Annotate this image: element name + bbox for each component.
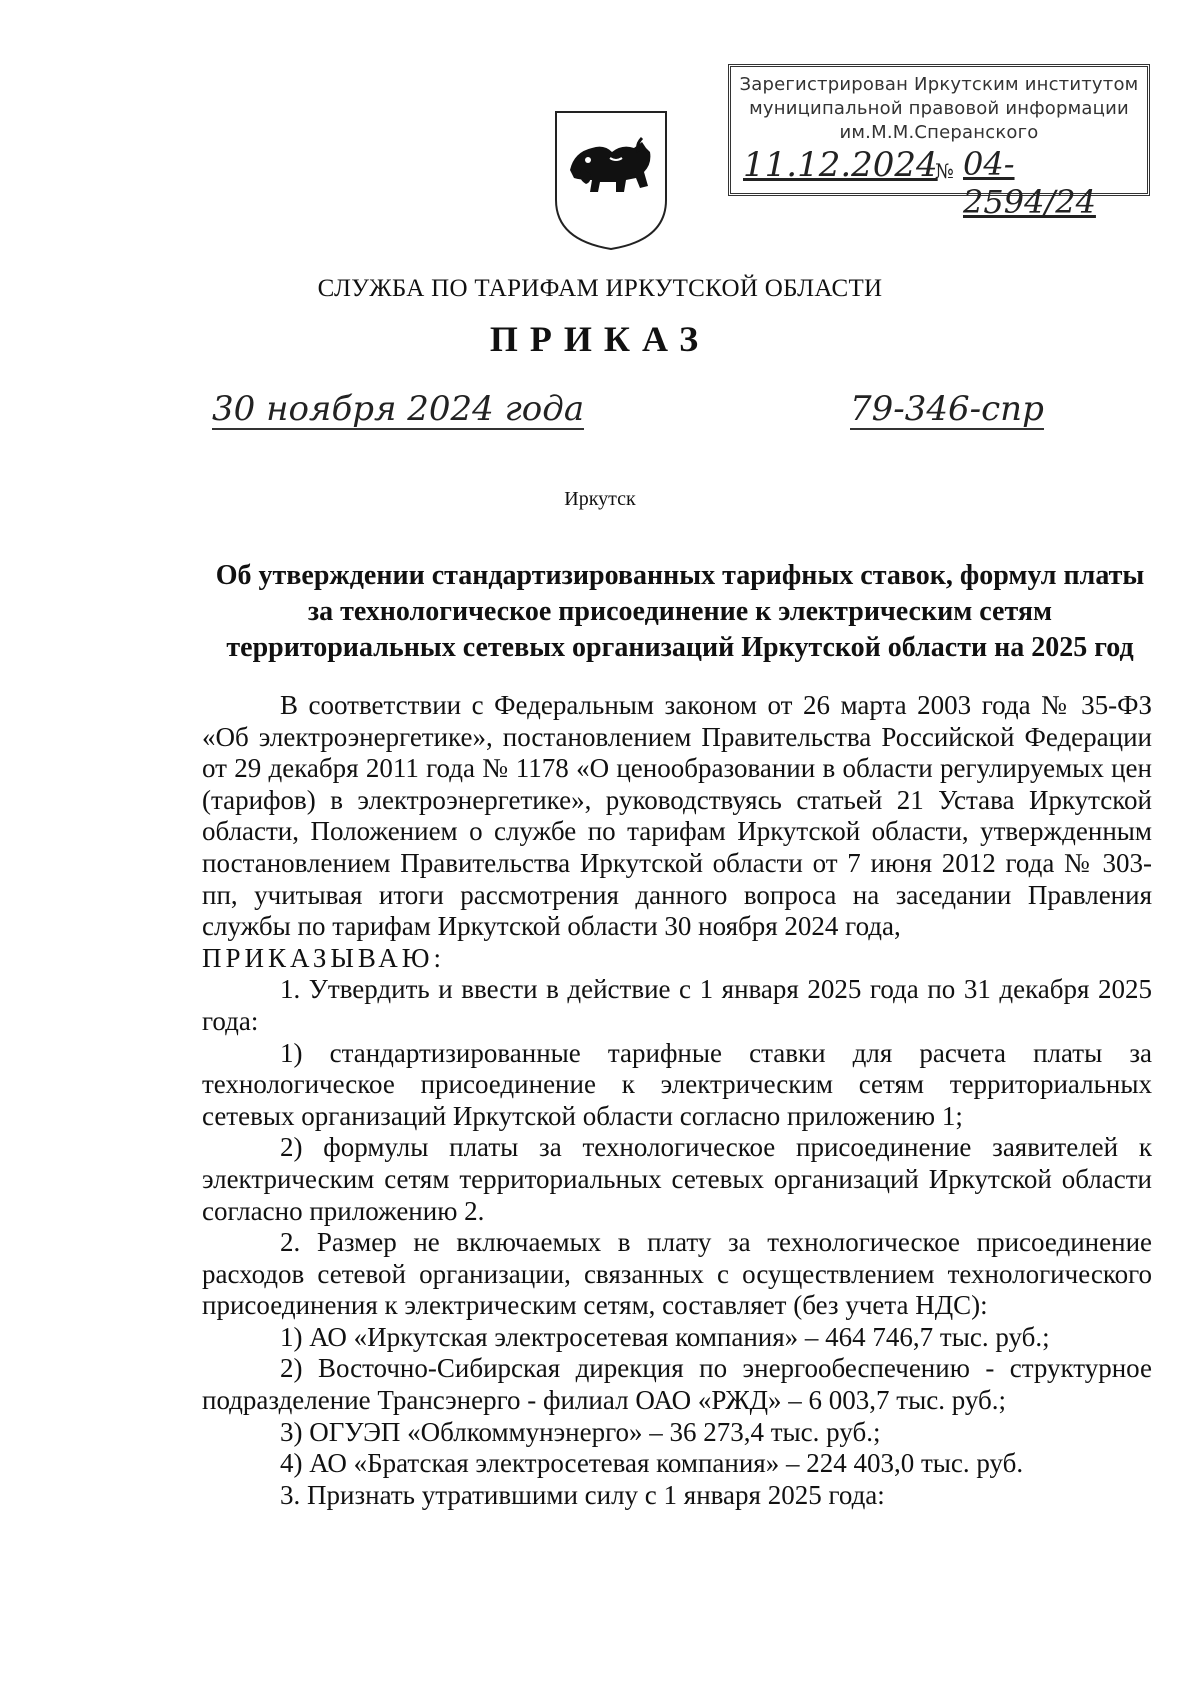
registration-stamp	[728, 64, 1150, 221]
order-word: ПРИКАЗЫВАЮ:	[202, 942, 445, 973]
agency-name: СЛУЖБА ПО ТАРИФАМ ИРКУТСКОЙ ОБЛАСТИ	[317, 275, 883, 302]
stamp-line-2: муниципальной правовой информации	[749, 98, 1129, 119]
clause-2: 2. Размер не включаемых в плату за технологическое присоединение расходов сетевой организации, связанных с осуществлением технологического присоединения к электрическим сетям, составляет (без учета НДС):	[202, 1227, 1152, 1321]
clause-2-item-4: 4) АО «Братская электросетевая компания» – 224 403,0 тыс. руб.	[280, 1448, 1024, 1479]
clause-3: 3. Признать утратившими силу с 1 января 2025 года:	[280, 1479, 885, 1510]
stamp-registration-date: 11.12.2024	[743, 145, 938, 185]
order-number-handwritten: 79-346-спр	[850, 389, 1044, 429]
stamp-registration-number: 04-2594/24	[963, 145, 1096, 221]
preamble-paragraph: В соответствии с Федеральным законом от 26 марта 2003 года № 35-ФЗ «Об электроэнергетике», постановлением Правительства Российской Федерации от 29 декабря 2011 года № 1178 «О ценообразовании в области регулируемых цен (тарифов) в электроэнергетике», руководствуясь статьей 21 Устава Иркутской области, Положением о службе по тарифам Иркутской области, утвержденным постановлением Правительства Иркутской области от 7 июня 2012 года № 303-пп, учитывая итоги рассмотрения данного вопроса на заседании Правления службы по тарифам Иркутской области 30 ноября 2024 года,	[202, 690, 1152, 942]
stamp-line-3: им.М.М.Сперанского	[839, 122, 1039, 143]
document-body	[202, 690, 1152, 1511]
document-type-heading: ПРИКАЗ	[489, 319, 711, 359]
document-title: Об утверждении стандартизированных тарифных ставок, формул платы за технологическое присоединение к электрическим сетям территориальных сетевых организаций Иркутской области на 2025 год	[215, 560, 1145, 663]
clause-1: 1. Утвердить и ввести в действие с 1 января 2025 года по 31 декабря 2025 года:	[202, 974, 1152, 1036]
clause-2-item-3: 3) ОГУЭП «Облкоммунэнерго» – 36 273,4 тыс. руб.;	[280, 1416, 881, 1447]
coat-of-arms-emblem	[552, 108, 670, 253]
stamp-line-1: Зарегистрирован Иркутским институтом	[739, 74, 1139, 95]
clause-2-item-2: 2) Восточно-Сибирская дирекция по энергообеспечению - структурное подразделение Трансэнерго - филиал ОАО «РЖД» – 6 003,7 тыс. руб.;	[202, 1353, 1152, 1416]
clause-1-item-1: 1) стандартизированные тарифные ставки для расчета платы за технологическое присоединение к электрическим сетям территориальных сетевых организаций Иркутской области согласно приложению 1;	[202, 1037, 1152, 1131]
city-name: Иркутск	[564, 488, 636, 510]
stamp-handwritten-row	[743, 145, 1143, 221]
stamp-number-sign: №	[935, 159, 954, 183]
clause-1-item-2: 2) формулы платы за технологическое присоединение заявителей к электрическим сетям территориальных сетевых организаций Иркутской области согласно приложению 2.	[202, 1132, 1152, 1226]
order-date-handwritten: 30 ноября 2024 года	[212, 389, 585, 429]
clause-2-item-1: 1) АО «Иркутская электросетевая компания» – 464 746,7 тыс. руб.;	[280, 1321, 1050, 1352]
